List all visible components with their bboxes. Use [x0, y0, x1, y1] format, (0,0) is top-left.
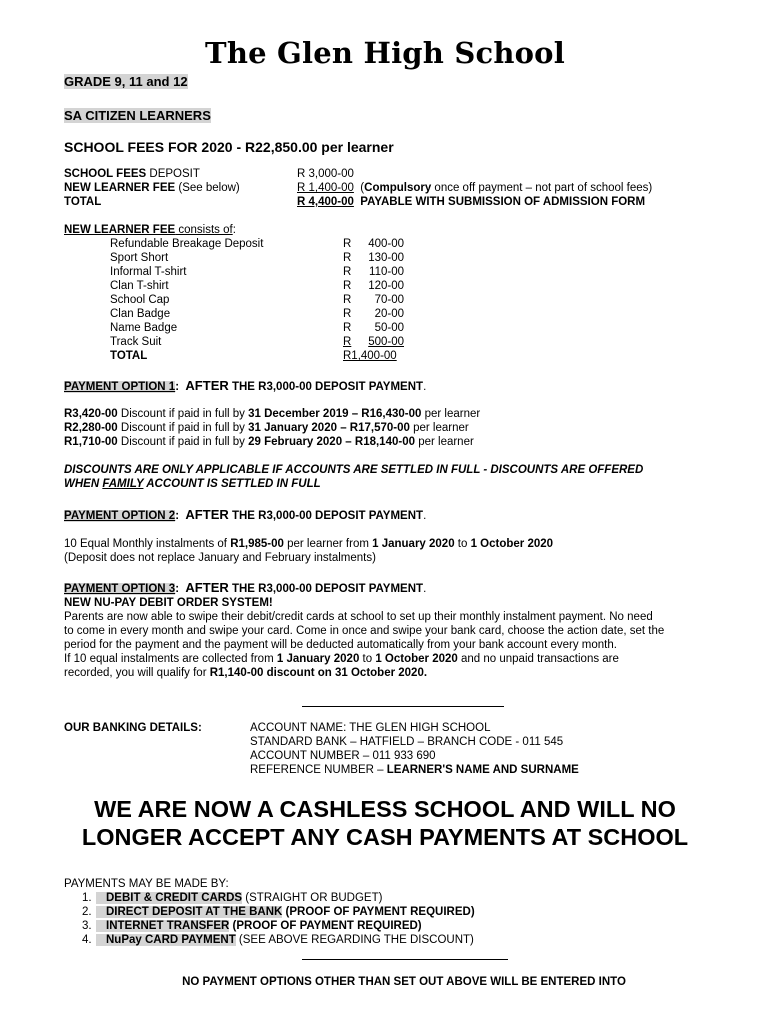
- payment-method-name: DIRECT DEPOSIT AT THE BANK: [96, 906, 282, 918]
- fee-item-amount: 400-00: [368, 238, 404, 250]
- fee-item-amount: 50-00: [374, 322, 404, 334]
- option1-heading: PAYMENT OPTION 1: AFTER THE R3,000-00 DEPOSIT PAYMENT.: [64, 378, 427, 393]
- option3-subheading: NEW NU-PAY DEBIT ORDER SYSTEM!: [64, 597, 273, 609]
- payment-method-note: (PROOF OF PAYMENT REQUIRED): [229, 920, 422, 932]
- payment-method-item: [96, 892, 382, 904]
- fee-total-amount: R1,400-00: [343, 350, 397, 362]
- fee-item-label: Clan T-shirt: [110, 280, 169, 292]
- fee-item-currency: R: [343, 252, 352, 264]
- fee-item-amount: 110-00: [369, 266, 404, 278]
- separator-line: [302, 959, 508, 960]
- payment-method-item: [96, 906, 475, 918]
- banking-line: REFERENCE NUMBER – LEARNER'S NAME AND SURNAME: [250, 764, 579, 776]
- option3-heading: PAYMENT OPTION 3: AFTER THE R3,000-00 DEPOSIT PAYMENT.: [64, 580, 427, 595]
- fee-item-label: Sport Short: [110, 252, 169, 264]
- cashless-notice-line2: LONGER ACCEPT ANY CASH PAYMENTS AT SCHOOL: [81, 824, 689, 850]
- option3-paragraph-line: period for the payment and the payment will be deducted automatically from your bank account every month.: [64, 639, 617, 651]
- fee-item-label: Track Suit: [110, 336, 162, 348]
- option3-paragraph-line: to come in every month and swipe your card. Come in once and swipe your bank card, choose the action date, set the: [64, 625, 665, 637]
- discount-note-line2: WHEN FAMILY ACCOUNT IS SETTLED IN FULL: [64, 478, 321, 490]
- banking-line: ACCOUNT NAME: THE GLEN HIGH SCHOOL: [250, 722, 491, 734]
- option1-discount-row: R2,280-00 Discount if paid in full by 31 January 2020 – R17,570-00 per learner: [64, 422, 469, 434]
- payment-method-name: DEBIT & CREDIT CARDS: [96, 892, 242, 904]
- fee-item-currency: R: [343, 336, 352, 348]
- fee-item-amount: 130-00: [368, 252, 404, 264]
- payment-method-name: NuPay CARD PAYMENT: [96, 934, 236, 946]
- citizen-heading: SA CITIZEN LEARNERS: [64, 108, 211, 123]
- footer-note: NO PAYMENT OPTIONS OTHER THAN SET OUT ABOVE WILL BE ENTERED INTO: [182, 976, 626, 988]
- fee-item-label: School Cap: [110, 294, 170, 306]
- payment-method-number: 3.: [82, 920, 92, 932]
- option3-paragraph-line: If 10 equal instalments are collected from 1 January 2020 to 1 October 2020 and no unpaid transactions are: [64, 653, 619, 665]
- new-fee-heading: NEW LEARNER FEE consists of:: [64, 224, 236, 236]
- newfee-label: NEW LEARNER FEE (See below): [64, 182, 240, 194]
- fee-item-amount: 500-00: [368, 336, 404, 348]
- separator-line: [302, 706, 504, 707]
- option1-discount-row: R3,420-00 Discount if paid in full by 31 December 2019 – R16,430-00 per learner: [64, 408, 481, 420]
- payments-heading: PAYMENTS MAY BE MADE BY:: [64, 878, 229, 890]
- newfee-amount-row: R 1,400-00 (Compulsory once off payment – not part of school fees): [297, 182, 653, 194]
- fee-total-label: TOTAL: [110, 350, 148, 362]
- banking-line: ACCOUNT NUMBER – 011 933 690: [250, 750, 436, 762]
- payment-method-note: (STRAIGHT OR BUDGET): [242, 892, 383, 904]
- option3-paragraph-line: recorded, you will qualify for R1,140-00 discount on 31 October 2020.: [64, 667, 428, 679]
- payment-method-note: (SEE ABOVE REGARDING THE DISCOUNT): [235, 934, 474, 946]
- banking-line: STANDARD BANK – HATFIELD – BRANCH CODE - 011 545: [250, 736, 564, 748]
- payment-method-note: (PROOF OF PAYMENT REQUIRED): [282, 906, 475, 918]
- payment-method-name: INTERNET TRANSFER: [96, 920, 229, 932]
- option1-discount-row: R1,710-00 Discount if paid in full by 29 February 2020 – R18,140-00 per learner: [64, 436, 474, 448]
- fee-item-currency: R: [343, 280, 352, 292]
- fee-item-currency: R: [343, 308, 352, 320]
- total-label: TOTAL: [64, 196, 102, 208]
- fee-item-label: Refundable Breakage Deposit: [110, 238, 264, 250]
- fee-item-label: Clan Badge: [110, 308, 171, 320]
- fee-item-label: Name Badge: [110, 322, 178, 334]
- payment-method-number: 1.: [82, 892, 92, 904]
- payment-method-number: 2.: [82, 906, 92, 918]
- option2-line1: 10 Equal Monthly instalments of R1,985-00 per learner from 1 January 2020 to 1 October 2020: [64, 538, 554, 550]
- cashless-notice-line1: WE ARE NOW A CASHLESS SCHOOL AND WILL NO: [94, 796, 676, 822]
- fee-item-currency: R: [343, 294, 352, 306]
- fee-item-amount: 20-00: [374, 308, 404, 320]
- option2-line2: (Deposit does not replace January and February instalments): [64, 552, 376, 564]
- total-amount-row: R 4,400-00 PAYABLE WITH SUBMISSION OF ADMISSION FORM: [297, 196, 646, 208]
- fee-item-amount: 70-00: [374, 294, 404, 306]
- fees-heading: SCHOOL FEES FOR 2020 - R22,850.00 per learner: [64, 139, 394, 155]
- fee-item-currency: R: [343, 238, 352, 250]
- option2-heading: PAYMENT OPTION 2: AFTER THE R3,000-00 DEPOSIT PAYMENT.: [64, 507, 427, 522]
- discount-note-line1: DISCOUNTS ARE ONLY APPLICABLE IF ACCOUNTS ARE SETTLED IN FULL - DISCOUNTS ARE OFFERED: [64, 464, 644, 476]
- option3-paragraph-line: Parents are now able to swipe their debit/credit cards at school to set up their monthly instalment payment. No need: [64, 611, 653, 623]
- deposit-label: SCHOOL FEES DEPOSIT: [64, 168, 200, 180]
- banking-label: OUR BANKING DETAILS:: [64, 722, 202, 734]
- fee-item-currency: R: [343, 266, 352, 278]
- grade-heading: GRADE 9, 11 and 12: [64, 74, 188, 89]
- fee-item-amount: 120-00: [368, 280, 404, 292]
- payment-method-item: [96, 934, 474, 946]
- payment-method-number: 4.: [82, 934, 92, 946]
- page-title: The Glen High School: [205, 36, 565, 70]
- payment-method-item: [96, 920, 422, 932]
- fee-item-currency: R: [343, 322, 352, 334]
- fee-item-label: Informal T-shirt: [110, 266, 187, 278]
- deposit-amount: R 3,000-00: [297, 168, 354, 180]
